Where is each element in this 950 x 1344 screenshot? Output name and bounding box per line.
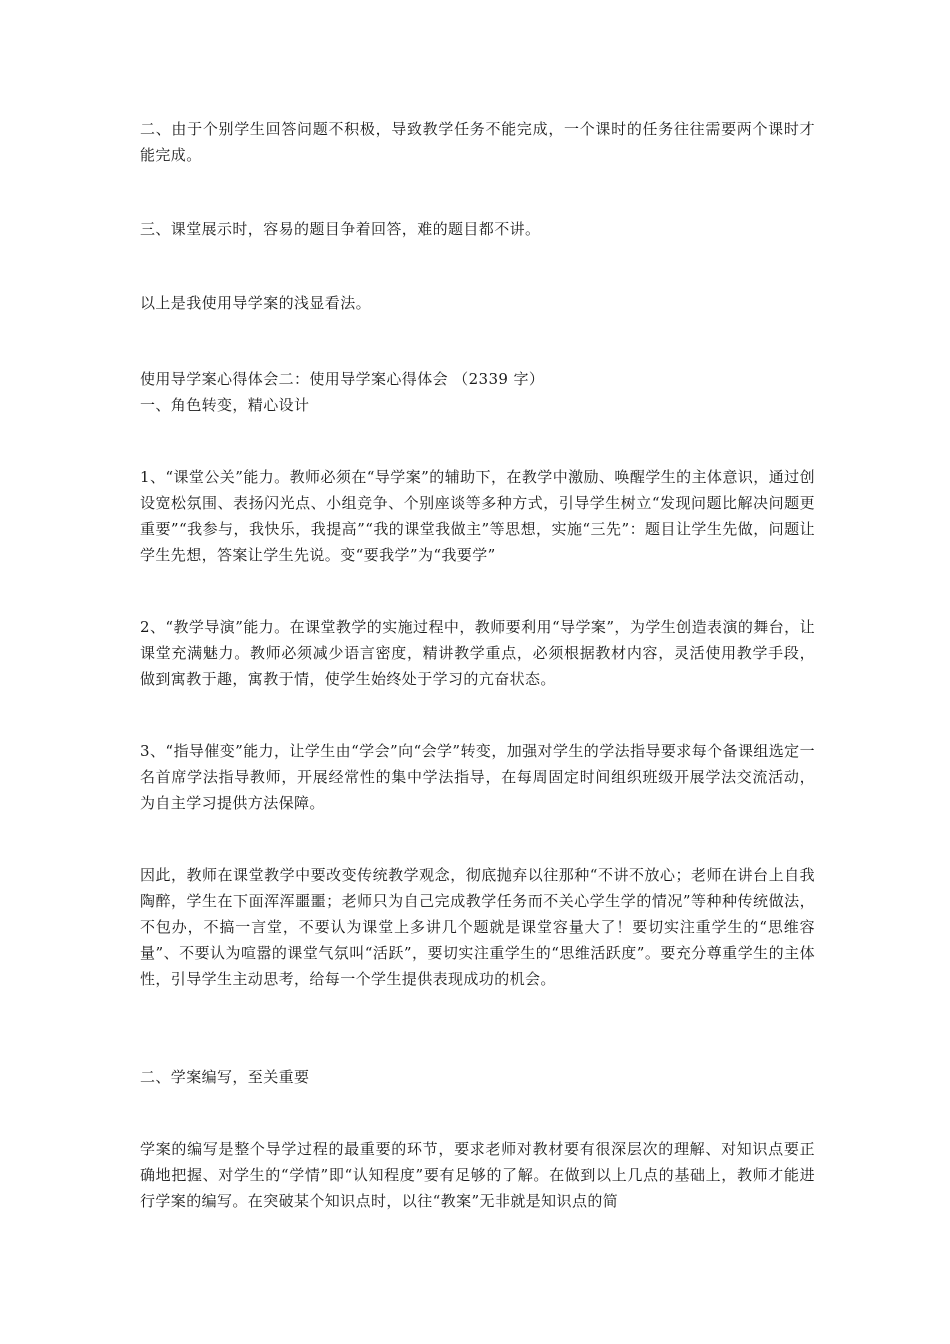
paragraph-point-3: 3、“指导催变”能力，让学生由“学会”向“会学”转变，加强对学生的学法指导要求每个备课组选定一名首席学法指导教师，开展经常性的集中学法指导，在每周固定时间组织班级开展学法交流活动，为自主学习提供方法保障。 [140,742,815,812]
paragraph-point-1: 1、“课堂公关”能力。教师必须在“导学案”的辅助下，在教学中激励、唤醒学生的主体意识，通过创设宽松氛围、表扬闪光点、小组竞争、个别座谈等多种方式，引导学生树立“发现问题比解决问题更重要”“我参与，我快乐，我提高”“我的课堂我做主”等思想，实施“三先”：题目让学生先做，问题让学生先想，答案让学生先说。变“要我学”为“我要学” [140,468,815,564]
paragraph-lesson-plan: 学案的编写是整个导学过程的最重要的环节，要求老师对教材要有很深层次的理解、对知识点要正确地把握、对学生的“学情”即“认知程度”要有足够的了解。在做到以上几点的基础上，教师才能进行学案的编写。在突破某个知识点时，以往“教案”无非就是知识点的简 [140,1140,815,1210]
paragraph-therefore: 因此，教师在课堂教学中要改变传统教学观念，彻底抛弃以往那种“不讲不放心；老师在讲台上自我陶醉，学生在下面浑浑噩噩；老师只为自己完成教学任务而不关心学生学的情况”等种种传统做法，不包办，不搞一言堂，不要认为课堂上多讲几个题就是课堂容量大了！要切实注重学生的“思维容量”、不要认为喧嚣的课堂气氛叫“活跃”，要切实注重学生的“思维活跃度”。要充分尊重学生的主体性，引导学生主动思考，给每一个学生提供表现成功的机会。 [140,866,815,988]
subheading-role-change: 一、角色转变，精心设计 [140,396,310,414]
paragraph-point-2: 2、“教学导演”能力。在课堂教学的实施过程中，教师要利用“导学案”，为学生创造表演的舞台，让课堂充满魅力。教师必须减少语言密度，精讲教学重点，必须根据教材内容，灵活使用教学手段，做到寓教于趣，寓教于情，使学生始终处于学习的亢奋状态。 [140,618,815,688]
subheading-lesson-plan: 二、学案编写，至关重要 [140,1068,310,1086]
paragraph-conclusion: 以上是我使用导学案的浅显看法。 [140,294,372,312]
paragraph-issue-three: 三、课堂展示时，容易的题目争着回答，难的题目都不讲。 [140,220,541,238]
section-title: 使用导学案心得体会二：使用导学案心得体会 （2339 字） [140,370,545,388]
paragraph-issue-two: 二、由于个别学生回答问题不积极，导致教学任务不能完成，一个课时的任务往往需要两个课时才能完成。 [140,120,815,164]
